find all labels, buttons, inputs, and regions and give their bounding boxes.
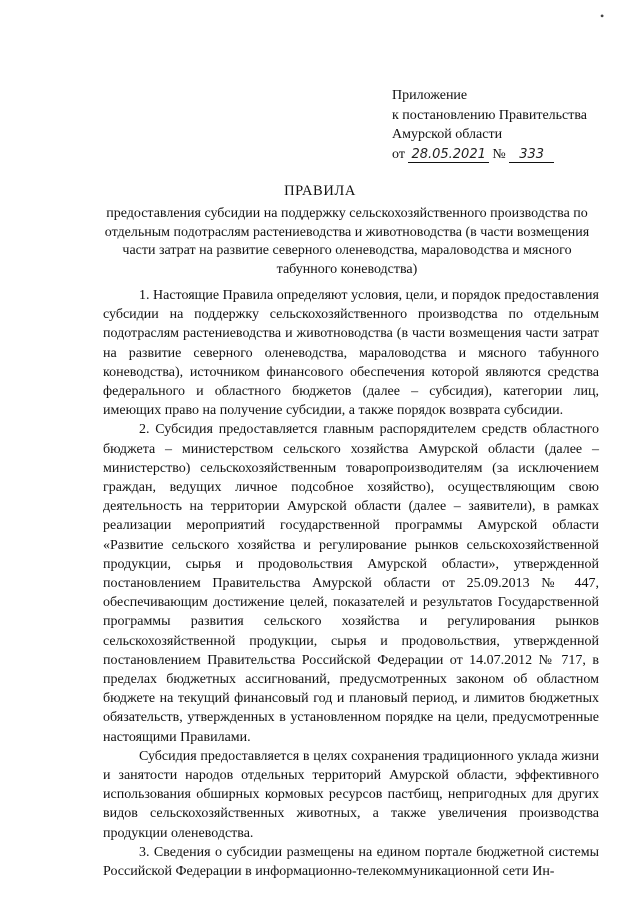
annex-line-2: к постановлению Правительства bbox=[392, 107, 588, 123]
number-label: № bbox=[492, 146, 506, 162]
handwritten-number: 333 bbox=[519, 146, 545, 162]
annex-header bbox=[392, 86, 587, 164]
from-label: от bbox=[392, 146, 405, 162]
paragraph-2: 2. Субсидия предоставляется главным распорядителем средств областного бюджета – министерством сельского хозяйства Амурской области (далее – министерство) сельскохозяйственным товаропроизводителям (за исключением граждан, ведущих личное подсобное хозяйство), осуществляющим свою деятельность на территории Амурской области (далее – заявители), в рамках реализации мероприятий государственной программы Амурской области «Развитие сельского хозяйства и регулирование рынков сельскохозяйственной продукции, сырья и продовольствия Амурской области», утвержденной постановлением Правительства Амурской области от 25.09.2013 № 447, обеспечивающим достижение целей, показателей и результатов Государственной программы развития сельского хозяйства и регулирования рынков сельскохозяйственной продукции, сырья и продовольствия, утвержденной постановлением Правительства Российской Федерации от 14.07.2012 № 717, в пределах бюджетных ассигнований, предусмотренных законом об областном бюджете на текущий финансовый год и плановый период, и лимитов бюджетных обязательств, утвержденных в установленном порядке на цели, предусмотренные настоящими Правилами. bbox=[103, 422, 599, 745]
document-title: ПРАВИЛА bbox=[284, 183, 356, 199]
paragraph-3: 3. Сведения о субсидии размещены на едином портале бюджетной системы Российской Федерации в информационно-телекоммуникационной сети Ин- bbox=[103, 844, 599, 880]
handwritten-date: 28.05.2021 bbox=[411, 146, 486, 162]
document-subtitle: предоставления субсидии на поддержку сельскохозяйственного производства по отдельным подотраслям растениеводства и животноводства (в части возмещения части затрат на развитие северного оленеводства, мараловодства и мясного табунного коневодства) bbox=[104, 206, 590, 277]
paragraph-2-continuation: Субсидия предоставляется в целях сохранения традиционного уклада жизни и занятости народов отдельных территорий Амурской области, эффективного использования обширных кормовых ресурсов пастбищ, непригодных для других видов сельскохозяйственных животных, а также увеличения производства продукции оленеводства. bbox=[103, 748, 599, 841]
corner-mark: • bbox=[600, 9, 605, 23]
annex-line-3: Амурской области bbox=[392, 127, 503, 142]
paragraph-1: 1. Настоящие Правила определяют условия, цели, и порядок предоставления субсидии на поддержку сельскохозяйственного производства по отдельным подотраслям растениеводства и животноводства (в части возмещения части затрат на развитие северного оленеводства, мараловодства и мясного табунного коневодства), источником финансового обеспечения которой являются средства федерального и областного бюджетов (далее – субсидия), категории лиц, имеющих право на получение субсидии, а также порядок возврата субсидии. bbox=[103, 288, 599, 419]
annex-line-1: Приложение bbox=[392, 88, 468, 103]
document-body bbox=[103, 286, 599, 881]
annex-date-number-line bbox=[392, 145, 587, 165]
